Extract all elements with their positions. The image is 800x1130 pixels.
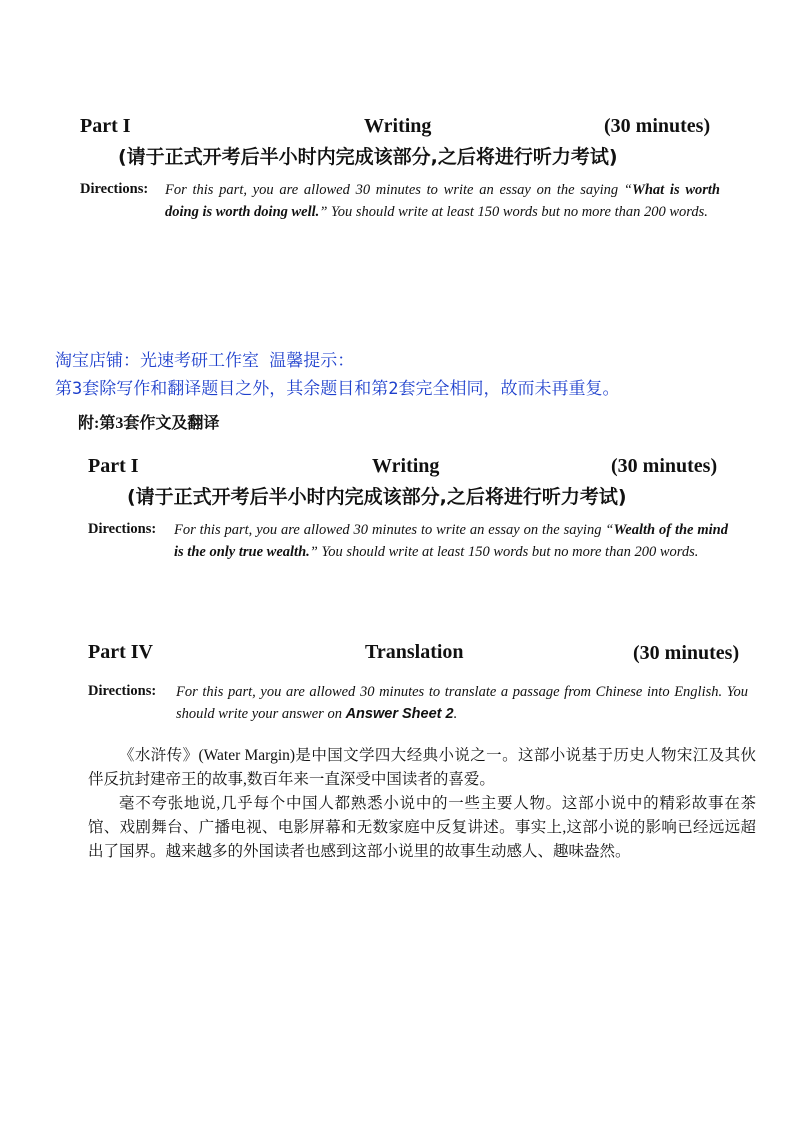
section1-time: (30 minutes) xyxy=(604,115,711,137)
translation-paragraph-2: 毫不夸张地说,几乎每个中国人都熟悉小说中的一些主要人物。这部小说中的精彩故事在茶馆、戏剧舞台、广播电视、电影屏幕和无数家庭中反复讲述。事实上,这部小说的影响已经远远超出了国界。越来越多的外国读者也感到这部小说里的故事生动感人、趣味盎然。 xyxy=(88,795,756,860)
section1-part-label: Part I xyxy=(80,115,131,137)
translation-passage xyxy=(88,744,756,864)
appendix-heading: 附:第3套作文及翻译 xyxy=(78,415,220,432)
section2-directions-text: For this part, you are allowed 30 minutes to write an essay on the saying “Wealth of the mind is the only true wealth.” You should write at least 150 words but no more than 200 words. xyxy=(174,522,729,560)
section3-title: Translation xyxy=(365,641,464,663)
answer-sheet-label: Answer Sheet 2 xyxy=(345,706,454,722)
section3-directions-text: For this part, you are allowed 30 minutes to translate a passage from Chinese into English. You should write your answer on Answer Sheet 2. xyxy=(176,684,748,722)
section1-directions-text: For this part, you are allowed 30 minutes to write an essay on the saying “What is worth doing is worth doing well.” You should write at least 150 words but no more than 200 words. xyxy=(165,182,720,220)
section1-title: Writing xyxy=(364,115,432,137)
section3-part-label: Part IV xyxy=(88,641,153,663)
section2-saying: Wealth of the mind is the only true wealth. xyxy=(174,522,729,560)
section2-directions-label: Directions: xyxy=(88,521,157,537)
section2-title: Writing xyxy=(372,455,440,477)
section1-saying: What is worth doing is worth doing well. xyxy=(165,182,720,220)
section1-instruction: (请于正式开考后半小时内完成该部分,之后将进行听力考试) xyxy=(118,146,618,168)
shop-notice-line2: 第3套除写作和翻译题目之外，其余题目和第2套完全相同，故而未再重复。 xyxy=(55,379,620,399)
section2-part-label: Part I xyxy=(88,455,139,477)
section2-instruction: (请于正式开考后半小时内完成该部分,之后将进行听力考试) xyxy=(127,486,627,508)
translation-paragraph-1: 《水浒传》(Water Margin)是中国文学四大经典小说之一。这部小说基于历史人物宋江及其伙伴反抗封建帝王的故事,数百年来一直深受中国读者的喜爱。 xyxy=(88,747,756,788)
section3-time: (30 minutes) xyxy=(633,642,740,664)
section2-time: (30 minutes) xyxy=(611,455,718,477)
shop-notice-line1: 淘宝店铺：光速考研工作室 温馨提示： xyxy=(55,351,355,371)
section3-directions-label: Directions: xyxy=(88,683,157,699)
section1-directions-label: Directions: xyxy=(80,181,149,197)
